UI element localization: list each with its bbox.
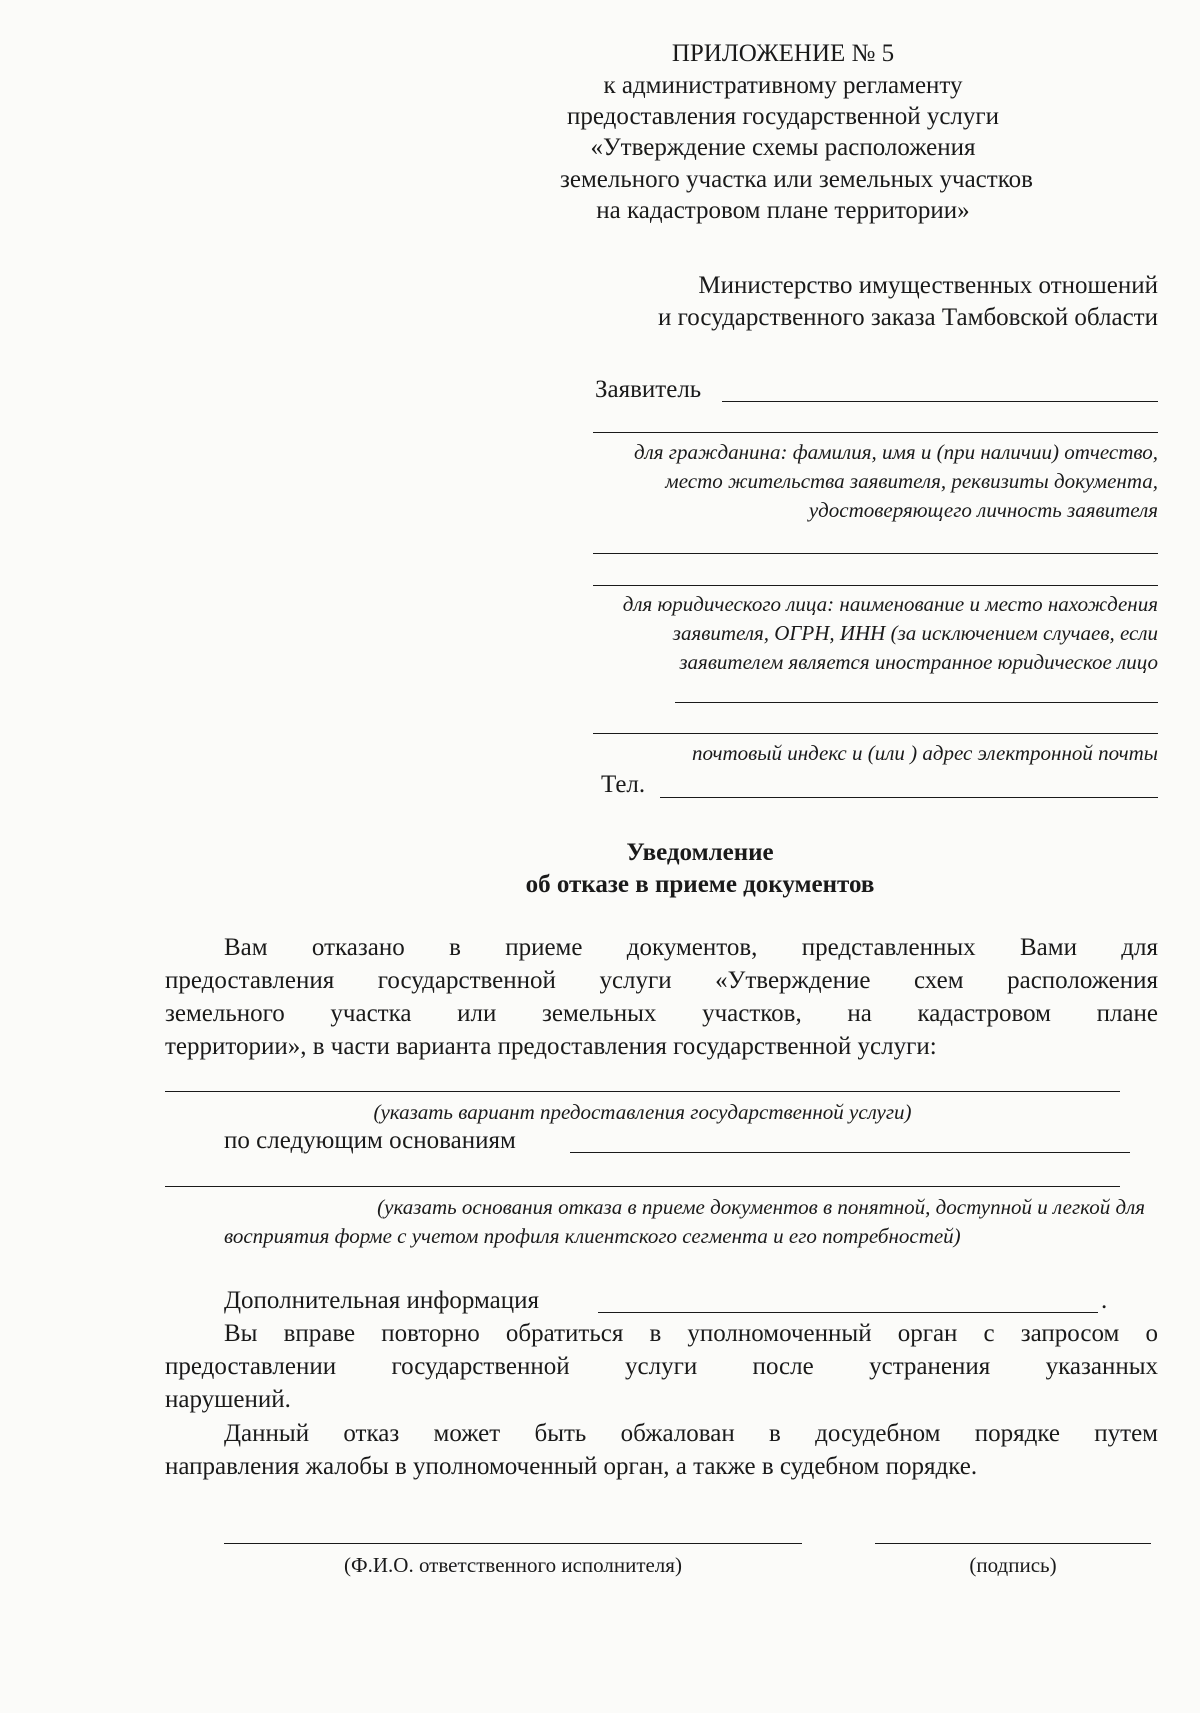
applicant-field-line (722, 401, 1158, 402)
appendix-line-2: предоставления государственной услуги (566, 103, 1000, 130)
para1-line-1: Вам отказано в приеме документов, представленных Вами для (224, 934, 1158, 961)
additional-label: Дополнительная информация (224, 1287, 540, 1314)
para2-line-1: Вы вправе повторно обратиться в уполномоченный орган с запросом о (224, 1320, 1158, 1347)
legal-field-line-1 (593, 553, 1158, 554)
grounds-hint-1: (указать основания отказа в приеме документов в понятной, доступной и легкой для (377, 1195, 1145, 1219)
signature-line (875, 1543, 1151, 1544)
para3-line-2: направления жалобы в уполномоченный орган, а также в судебном порядке. (165, 1453, 978, 1480)
appendix-title: ПРИЛОЖЕНИЕ № 5 (671, 40, 895, 67)
para1-line-3: земельного участка или земельных участков, на кадастровом плане (165, 1000, 1158, 1027)
citizen-hint-1: для гражданина: фамилия, имя и (при наличии) отчество, (634, 440, 1158, 464)
appendix-line-1: к административному регламенту (603, 72, 963, 99)
legal-field-line-2 (593, 585, 1158, 586)
citizen-hint-2: место жительства заявителя, реквизиты документа, (665, 469, 1158, 493)
notice-title-1: Уведомление (626, 839, 774, 866)
phone-field-line (660, 797, 1158, 798)
para1-line-4: территории», в части варианта предоставления государственной услуги: (165, 1033, 937, 1060)
phone-label: Тел. (601, 771, 646, 798)
postal-field-line-2 (593, 733, 1158, 734)
grounds-hint-2: восприятия форме с учетом профиля клиентского сегмента и его потребностей) (224, 1224, 961, 1248)
grounds-field-line (570, 1152, 1130, 1153)
applicant-field-line-2 (593, 432, 1158, 433)
variant-field-line (165, 1091, 1120, 1092)
executor-label: (Ф.И.О. ответственного исполнителя) (344, 1553, 682, 1577)
legal-hint-2: заявителя, ОГРН, ИНН (за исключением случаев, если (672, 621, 1158, 645)
para2-line-2: предоставлении государственной услуги после устранения указанных (165, 1353, 1158, 1380)
appendix-line-4: земельного участка или земельных участков (560, 166, 1033, 193)
appendix-line-3: «Утверждение схемы расположения (590, 134, 976, 161)
notice-title-2: об отказе в приеме документов (525, 871, 875, 898)
signature-label: (подпись) (969, 1553, 1057, 1577)
additional-end: . (1101, 1287, 1108, 1314)
grounds-label: по следующим основаниям (224, 1127, 516, 1154)
applicant-label: Заявитель (595, 376, 702, 403)
citizen-hint-3: удостоверяющего личность заявителя (808, 498, 1158, 522)
grounds-field-line-2 (165, 1186, 1120, 1187)
ministry-line-1: Министерство имущественных отношений (698, 272, 1158, 299)
additional-field-line (598, 1312, 1098, 1313)
para2-line-3: нарушений. (165, 1386, 291, 1413)
appendix-line-5: на кадастровом плане территории» (596, 197, 970, 224)
variant-hint: (указать вариант предоставления государственной услуги) (373, 1100, 912, 1124)
postal-hint: почтовый индекс и (или ) адрес электронной почты (692, 741, 1158, 765)
para3-line-1: Данный отказ может быть обжалован в досудебном порядке путем (224, 1420, 1158, 1447)
legal-hint-1: для юридического лица: наименование и место нахождения (622, 592, 1158, 616)
ministry-line-2: и государственного заказа Тамбовской области (658, 304, 1158, 331)
para1-line-2: предоставления государственной услуги «Утверждение схем расположения (165, 967, 1158, 994)
executor-line (224, 1543, 802, 1544)
postal-field-line-1 (675, 702, 1158, 703)
legal-hint-3: заявителем является иностранное юридическое лицо (679, 650, 1158, 674)
